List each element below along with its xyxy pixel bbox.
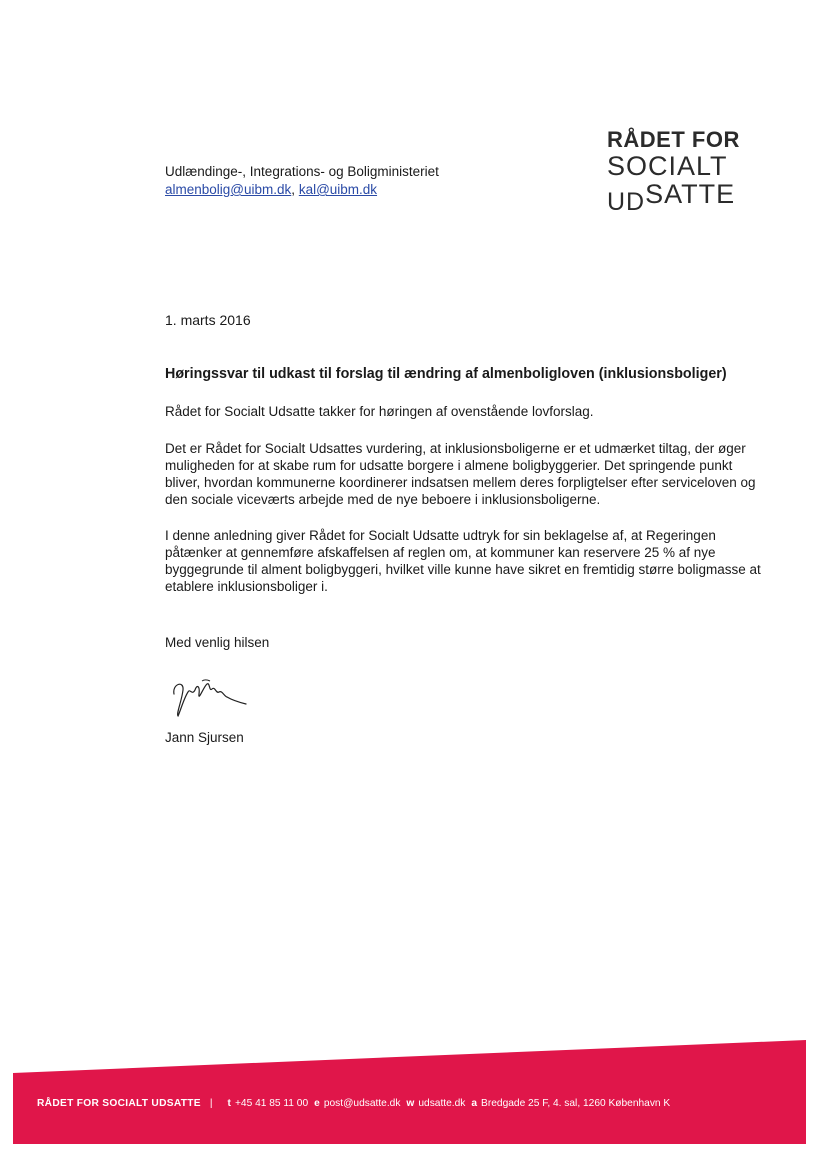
- paragraph-3: I denne anledning giver Rådet for Socialt Udsatte udtryk for sin beklagelse af, at Regeringen påtænker at gennemføre afskaffelsen af reglen om, at kommuner kan reservere 25 % af nye byggegrunde til alment boligbyggeri, hvilket ville kunne have sikret en fremtidig større boligmasse at etablere inklusionsboliger i.: [165, 528, 761, 594]
- logo-line-3-satte: SATTE: [645, 179, 736, 209]
- footer-divider: |: [209, 1098, 213, 1109]
- footer-address: Bredgade 25 F, 4. sal, 1260 København K: [481, 1098, 671, 1109]
- footer-banner: [13, 1040, 806, 1144]
- letter-subject: Høringssvar til udkast til forslag til ændring af almenboligloven (inklusionsboliger): [165, 366, 727, 382]
- organization-logo: [607, 127, 807, 216]
- footer-web-key: w: [406, 1098, 415, 1109]
- footer-contact-line: [37, 1098, 670, 1109]
- footer-background: [13, 1040, 806, 1144]
- footer-address-key: a: [471, 1098, 478, 1109]
- email-link-kal[interactable]: kal@uibm.dk: [298, 182, 378, 197]
- recipient-emails: [165, 181, 439, 199]
- paragraph-1: Rådet for Socialt Udsatte takker for høringen af ovenstående lovforslag.: [165, 404, 594, 419]
- footer-email-key: e: [314, 1098, 320, 1109]
- email-link-almenbolig[interactable]: almenbolig@uibm.dk: [165, 182, 292, 197]
- footer-web[interactable]: udsatte.dk: [418, 1098, 466, 1109]
- logo-line-1: RÅDET FOR: [607, 127, 740, 152]
- footer-email[interactable]: post@udsatte.dk: [323, 1098, 401, 1109]
- footer-phone: +45 41 85 11 00: [234, 1098, 309, 1109]
- footer-phone-key: t: [227, 1098, 231, 1109]
- signer-name: Jann Sjursen: [165, 730, 244, 745]
- recipient-name: Udlændinge-, Integrations- og Boligministeriet: [165, 164, 439, 179]
- logo-line-3-ud: UD: [607, 188, 646, 216]
- footer-org-name: RÅDET FOR SOCIALT UDSATTE: [37, 1098, 201, 1109]
- recipient-block: [165, 163, 439, 199]
- email-separator: ,: [291, 182, 296, 197]
- handwritten-signature: [170, 672, 250, 717]
- logo-line-2: SOCIALT: [607, 151, 728, 181]
- paragraph-2: Det er Rådet for Socialt Udsattes vurdering, at inklusionsboligerne er et udmærket tiltag, der øger muligheden for at skabe rum for udsatte borgere i almene boligbyggerier. Det springende punkt bliver, hvordan kommunerne koordinerer indsatsen mellem deres forpligtelser efter serviceloven og den sociale viceværts arbejde med de nye beboere i inklusionsboligerne.: [165, 441, 756, 507]
- closing-greeting: Med venlig hilsen: [165, 635, 270, 650]
- letter-date: 1. marts 2016: [165, 312, 251, 328]
- logo-line-3: [607, 179, 807, 216]
